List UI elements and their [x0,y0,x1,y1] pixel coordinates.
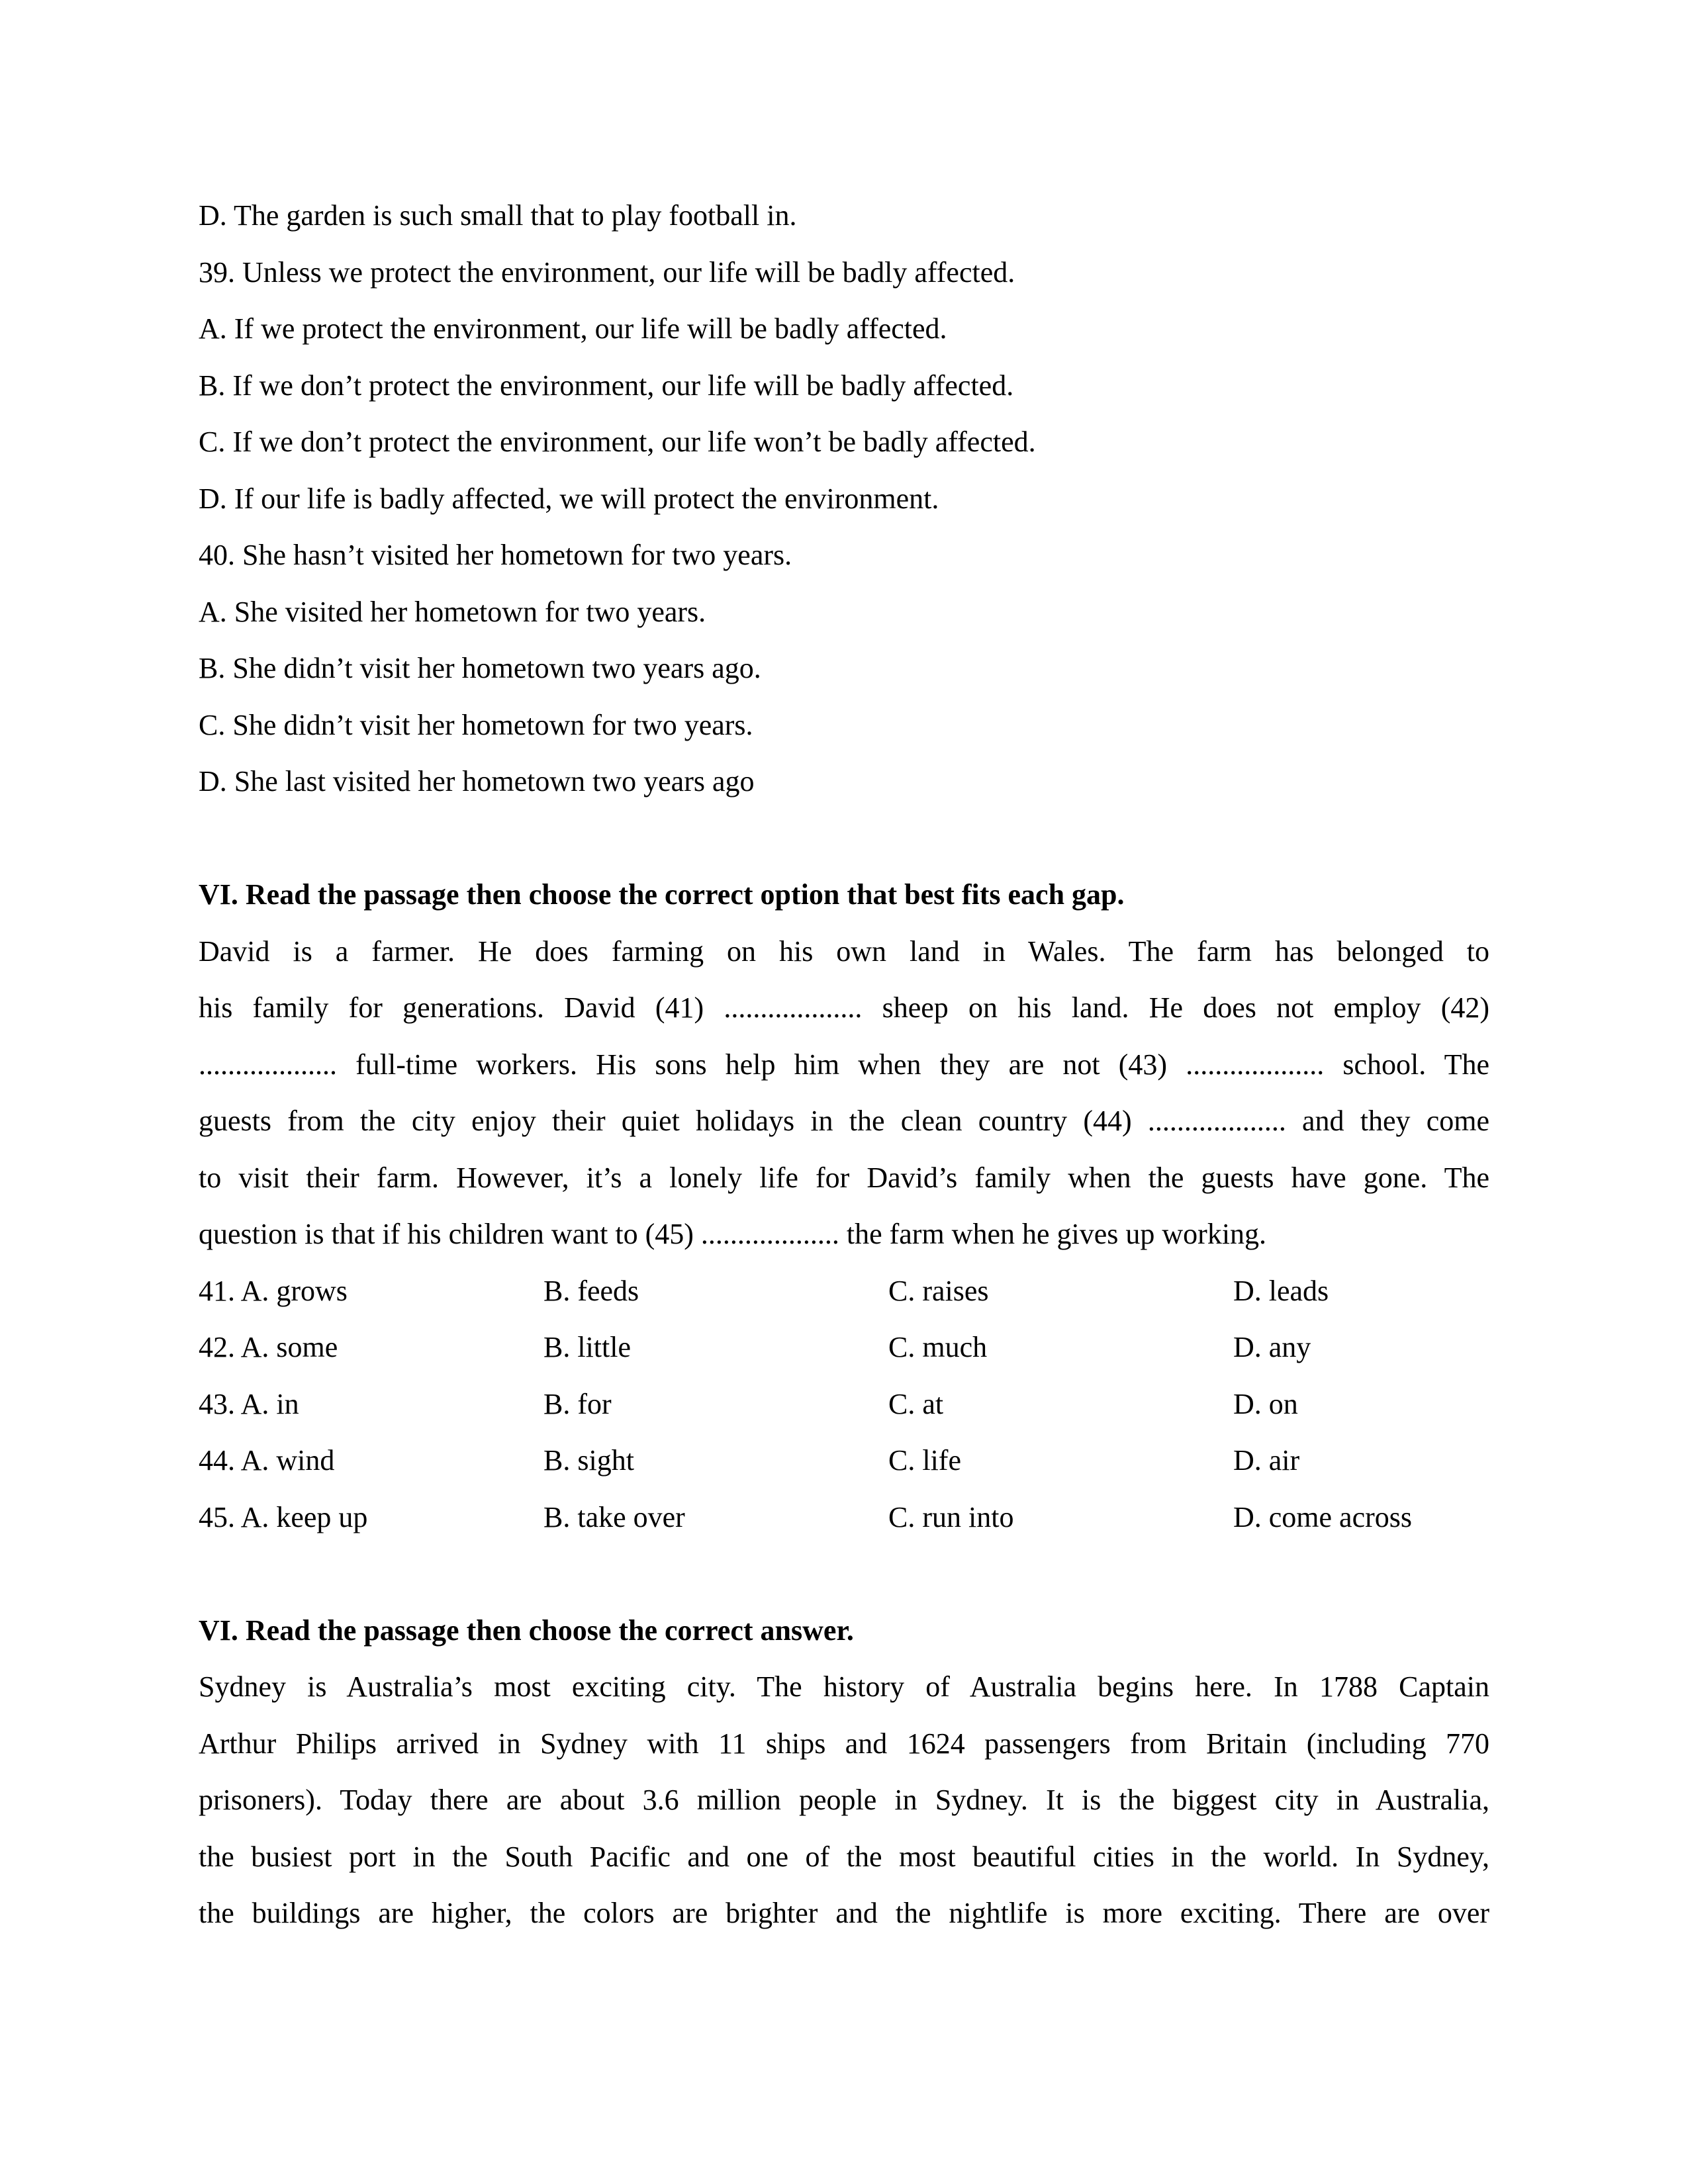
option-41-d: D. leads [1233,1274,1329,1307]
option-39-d: D. If our life is badly affected, we will protect the environment. [199,482,939,515]
passage-line: Arthur Philips arrived in Sydney with 11 ships and 1624 passengers from Britain (including 770 [199,1727,1489,1760]
option-40-c: C. She didn’t visit her hometown for two years. [199,708,753,741]
option-42-c: C. much [888,1331,988,1363]
option-43-c: C. at [888,1387,944,1420]
option-39-b: B. If we don’t protect the environment, our life will be badly affected. [199,369,1014,402]
passage-line: his family for generations. David (41) ................... sheep on his land. He does not employ (42) [199,991,1489,1024]
option-43-b: B. for [543,1387,612,1420]
section-gap [199,810,1489,867]
question-41-options [199,1263,1489,1320]
previous-questions [199,187,1489,810]
option-40-a: A. She visited her hometown for two years. [199,595,706,628]
question-42-options [199,1319,1489,1376]
question-44-options [199,1432,1489,1489]
option-41-c: C. raises [888,1274,989,1307]
passage-line: the busiest port in the South Pacific and one of the most beautiful cities in the world. In Sydney, [199,1840,1489,1873]
cloze-passage [199,923,1489,1263]
option-38-d: D. The garden is such small that to play football in. [199,199,797,232]
answer-options-table [199,1263,1489,1546]
option-40-b: B. She didn’t visit her hometown two years ago. [199,652,761,684]
passage-line: the buildings are higher, the colors are brighter and the nightlife is more exciting. There are over [199,1897,1489,1929]
question-40: 40. She hasn’t visited her hometown for two years. [199,539,792,571]
passage-line: to visit their farm. However, it’s a lonely life for David’s family when the guests have gone. The [199,1161,1489,1194]
option-41-a: 41. A. grows [199,1274,348,1307]
cloze-section [199,866,1489,1545]
option-39-c: C. If we don’t protect the environment, our life won’t be badly affected. [199,426,1036,458]
option-42-b: B. little [543,1331,631,1363]
option-42-d: D. any [1233,1331,1311,1363]
option-44-a: 44. A. wind [199,1444,335,1477]
question-43-options [199,1376,1489,1433]
option-44-d: D. air [1233,1444,1300,1477]
passage-line: guests from the city enjoy their quiet holidays in the clean country (44) ................... and they come [199,1105,1489,1137]
option-45-b: B. take over [543,1500,685,1533]
question-45-options [199,1489,1489,1546]
option-43-a: 43. A. in [199,1387,299,1420]
option-40-d: D. She last visited her hometown two years ago [199,765,755,797]
question-39: 39. Unless we protect the environment, our life will be badly affected. [199,255,1015,289]
section-gap [199,1545,1489,1602]
option-45-d: D. come across [1233,1500,1413,1533]
passage-line: prisoners). Today there are about 3.6 million people in Sydney. It is the biggest city in Australia, [199,1784,1489,1816]
passage-line: ................... full-time workers. His sons help him when they are not (43) ................... school. The [199,1048,1489,1081]
option-41-b: B. feeds [543,1274,639,1307]
option-42-a: 42. A. some [199,1331,338,1363]
option-45-a: 45. A. keep up [199,1500,368,1533]
document-page [199,187,1489,1942]
passage-line: question is that if his children want to (45) ................... the farm when he gives up working. [199,1218,1267,1250]
passage-line: Sydney is Australia’s most exciting city. The history of Australia begins here. In 1788 Captain [199,1670,1489,1703]
option-44-c: C. life [888,1444,961,1477]
passage-line: David is a farmer. He does farming on his own land in Wales. The farm has belonged to [199,934,1489,968]
option-39-a: A. If we protect the environment, our life will be badly affected. [199,312,947,345]
section-heading: VI. Read the passage then choose the correct option that best fits each gap. [199,878,1125,911]
section-heading: VI. Read the passage then choose the correct answer. [199,1614,854,1647]
option-44-b: B. sight [543,1444,634,1477]
option-43-d: D. on [1233,1387,1298,1420]
reading-passage [199,1659,1489,1942]
option-45-c: C. run into [888,1500,1014,1533]
reading-section [199,1602,1489,1942]
